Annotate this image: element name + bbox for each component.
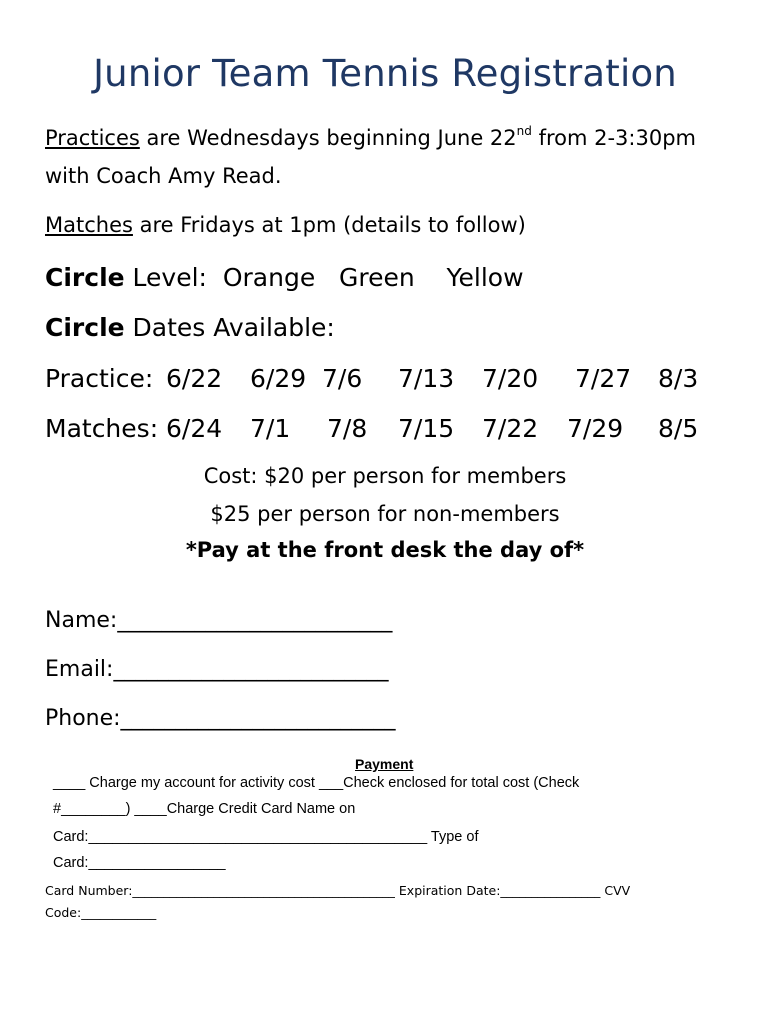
page-title: Junior Team Tennis Registration (93, 52, 677, 95)
dates-circle-label: Circle (45, 313, 125, 342)
matches-line (45, 213, 526, 237)
payment-title: Payment (355, 756, 414, 772)
practices-sup: nd (516, 124, 532, 138)
payment-option-line[interactable]: ____ Charge my account for activity cost ___Check enclosed for total cost (Check (53, 775, 580, 791)
matches-label: Matches (45, 213, 133, 237)
practice-dates-row (45, 364, 745, 398)
practices-label: Practices (45, 126, 140, 150)
payment-option-line[interactable]: #________) ____Charge Credit Card Name on (53, 801, 356, 817)
card-type-field[interactable]: Card:_________________ (53, 855, 226, 871)
practice-date: 8/3 (658, 364, 699, 393)
practice-date: 7/13 (398, 364, 455, 393)
dates-available-text: Dates Available: (124, 313, 335, 342)
practices-time: from 2-3:30pm (531, 126, 696, 150)
practices-text: are Wednesdays beginning June 22 (139, 126, 517, 150)
practices-line (45, 126, 696, 150)
coach-line: with Coach Amy Read. (45, 164, 282, 188)
name-field[interactable]: Name:_________________________ (45, 608, 393, 633)
match-date: 7/22 (482, 414, 539, 443)
match-date: 7/29 (567, 414, 624, 443)
match-date: 6/24 (166, 414, 223, 443)
matches-text: are Fridays at 1pm (details to follow) (132, 213, 526, 237)
card-number-field[interactable]: Card Number:__________________________________________ Expiration Date:________________ CVV (45, 883, 631, 898)
phone-field[interactable]: Phone:_________________________ (45, 706, 396, 731)
match-date: 7/15 (398, 414, 455, 443)
cvv-code-field[interactable]: Code:____________ (45, 905, 157, 920)
practice-date: 6/29 (250, 364, 307, 393)
cost-non-members: $25 per person for non-members (210, 502, 560, 526)
practice-date: 6/22 (166, 364, 223, 393)
match-dates-label: Matches: (45, 414, 159, 443)
practice-dates-label: Practice: (45, 364, 154, 393)
email-field[interactable]: Email:_________________________ (45, 657, 389, 682)
level-line (45, 263, 524, 292)
card-name-field[interactable]: Card:__________________________________________ Type of (53, 829, 479, 845)
practice-date: 7/27 (575, 364, 632, 393)
match-date: 8/5 (658, 414, 699, 443)
practice-date: 7/6 (322, 364, 363, 393)
match-dates-row (45, 414, 745, 448)
level-options: Level: Orange Green Yellow (124, 263, 524, 292)
cost-members: Cost: $20 per person for members (203, 464, 567, 488)
level-circle-label: Circle (45, 263, 125, 292)
pay-note: *Pay at the front desk the day of* (185, 538, 585, 562)
practice-date: 7/20 (482, 364, 539, 393)
dates-available-line (45, 313, 335, 342)
match-date: 7/1 (250, 414, 291, 443)
match-date: 7/8 (327, 414, 368, 443)
